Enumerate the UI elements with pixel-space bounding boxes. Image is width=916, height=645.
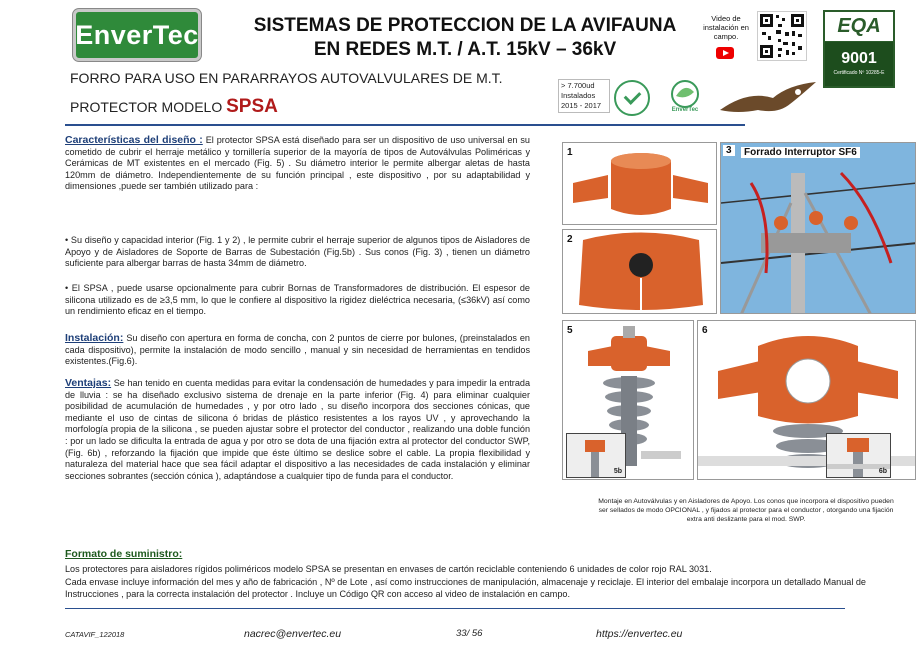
protector-top-image (563, 143, 717, 225)
website-link[interactable]: https://envertec.eu (596, 628, 683, 640)
youtube-icon[interactable] (716, 47, 734, 59)
shield-check-icon (614, 80, 650, 116)
product-model: PROTECTOR MODELO SPSA (70, 96, 278, 117)
figure-caption: Montaje en Autoválvulas y en Aisladores de Apoyo. Los conos que incorpora el dispositivo pueden ser sellados de modo OPCIONAL , y fijados al protector para el conductor , otorgando una fijación extra anti deslizante para el mod. SWP. (598, 498, 894, 523)
page-title: SISTEMAS DE PROTECCION DE LA AVIFAUNA EN REDES M.T. / A.T. 15kV – 36kV (253, 15, 677, 60)
email-link[interactable]: nacrec@envertec.eu (244, 628, 342, 640)
eqa-certification-badge: EQA 9001 Certificado Nº 10285-E (823, 10, 895, 88)
video-label: Video de instalación en campo. (703, 14, 749, 41)
design-section: Características del diseño : El protector SPSA está diseñado para ser un dispositivo de uso universal en su cometido de cubrir el herraje metálico y tornillería superior de la mayoría de tipos de Autoválvulas Poliméricas y Cerámicas de MT existentes en el mercado (Fig. 5) . Su diámetro interior le permite albergar aletas de hasta 120mm de diámetro. Independientemente de su función principal , este dispositivo , por su adaptabilidad y dimensiones ,puede ser también utilizado para : (65, 134, 530, 192)
figure-5: 5 (562, 320, 694, 480)
figure-6: 6 (697, 320, 916, 480)
protector-inside-image (563, 230, 717, 314)
catalog-code: CATAVIF_122018 (65, 630, 125, 639)
installation-section: Instalación: Su diseño con apertura en forma de concha, con 2 puntos de cierre por bulones, (preinstalados en cada dispositivo), permite la instalación de modo sencillo , manual y sin necesidad de herramientas en tendidos existentes.(Fig.6). (65, 332, 530, 367)
figure-2: 2 (562, 229, 717, 314)
envertec-logo: EnverTec (73, 9, 201, 61)
switch-installation-image (721, 143, 916, 314)
design-bullet-1: • Su diseño y capacidad interior (Fig. 1 y 2) , le permite cubrir el herraje superior de algunos tipos de Aisladores de Apoyo y de Aisladores de Soporte de Barras de Subestación (Fig.5b) . Sus conos (Fig. 3) , tienen un diámetro suficiente para albergar barras de hasta 34mm de diámetro. (65, 235, 530, 269)
figure-1: 1 (562, 142, 717, 225)
figure-6b-inset: 6b (826, 433, 891, 478)
eagle-icon (718, 80, 818, 122)
figure-3: 3 Forrado Interruptor SF6 (720, 142, 916, 314)
product-subtitle: FORRO PARA USO EN PARARRAYOS AUTOVALVULARES DE M.T. (70, 70, 503, 86)
qr-code-icon[interactable] (757, 11, 807, 61)
leaf-logo-text: EnverTec (671, 107, 699, 113)
design-bullet-2: • El SPSA , puede usarse opcionalmente para cubrir Bornas de Transformadores de distribución. El espesor de silicona utilizado es de ≥3,5 mm, lo que le confiere al dispositivo la rigidez dieléctrica necesaria, (≤36kV) así como un rendimiento eficaz en el tiempo. (65, 283, 530, 317)
format-heading: Formato de suministro: (65, 548, 183, 560)
footer-divider (65, 608, 845, 609)
header-divider (65, 124, 745, 126)
leaf-globe-icon (664, 78, 706, 120)
format-section: Los protectores para aisladores rígidos poliméricos modelo SPSA se presentan en envases de cartón reciclable conteniendo 6 unidades de color rojo RAL 3031. Cada envase incluye información del mes y año de fabricación , Nº de Lote , así como instrucciones de manipulación, almacenaje y reciclaje. El interior del embalaje incorpora un detallado Manual de Instrucciones , para la correcta instalación del protector . Incluye un Código QR con acceso al video de instalación en campo. (65, 564, 866, 599)
advantages-section: Ventajas: Se han tenido en cuenta medidas para evitar la condensación de humedades y para impedir la entrada de lluvia : se ha diseñado exclusivo sistema de drenaje en la parte inferior (Fig. 4) para eliminar cualquier posibilidad de acumulación de humedades , y por otro lado , su diseño incorpora dos secciones cónicas, que mediante el uso de cintas de silicona ó bridas de plástico resistentes a los rayos UV , y aprovechando la morfología propia de la silicona , se pueden ajustar sobre el protector del conductor , realizando una doble función : por un lado se dificulta la entrada de agua y por otro se dota de una fijación extra al protector del conductor SWP, (Fig. 6b) , reforzando la fijación que impide que éste último se deslice sobre el cable. La propia flexibilidad y naturaleza del material hace que sea fácil adaptar el dispositivo a las necesidades de cada instalación y eliminar secciones sobrantes (sección cónica ), adaptándose a cualquier tipo de funda para el conductor. (65, 377, 530, 481)
page-number: 33/ 56 (456, 628, 483, 639)
figure-5b-inset: 5b (566, 433, 626, 478)
installed-units-badge: > 7.700ud Instalados 2015 - 2017 (558, 79, 610, 117)
